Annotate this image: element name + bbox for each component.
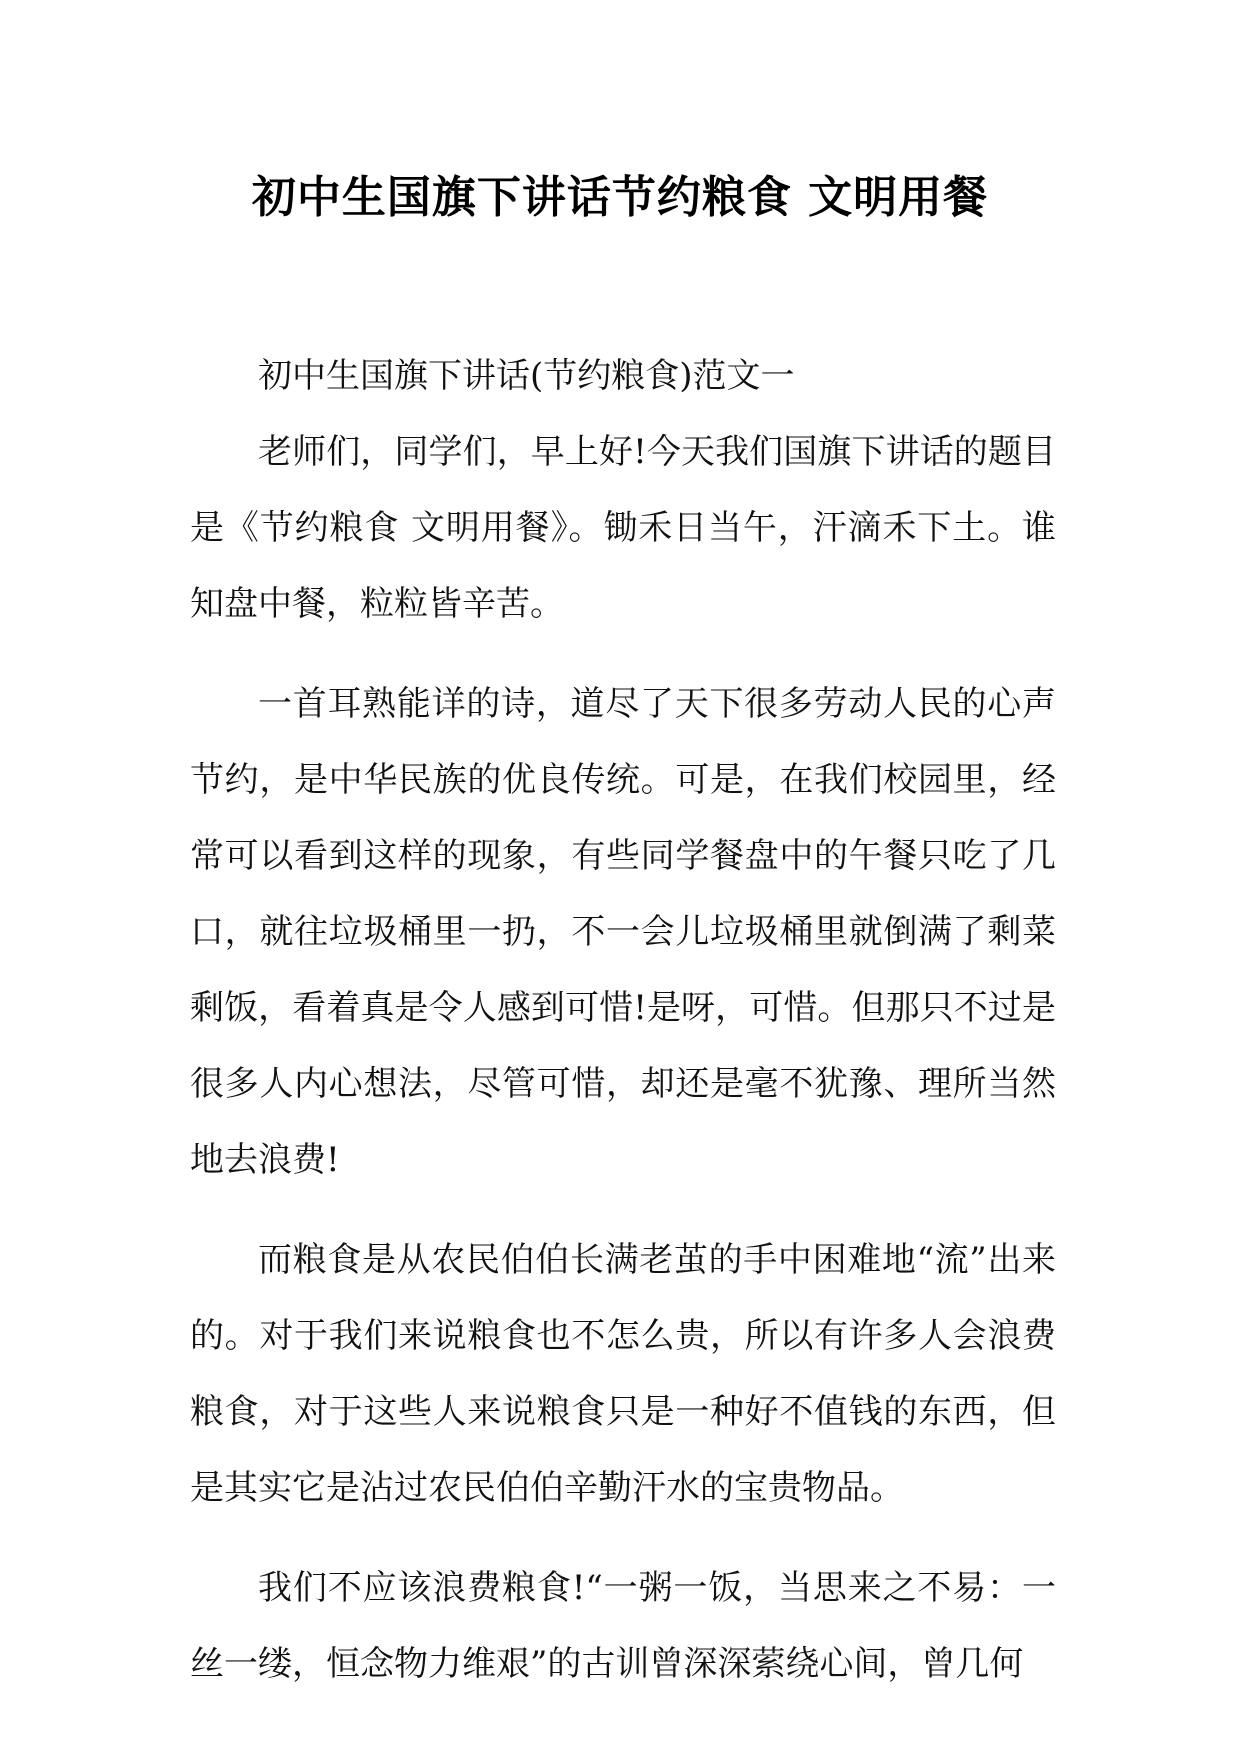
- paragraph-farmers: 而粮食是从农民伯伯长满老茧的手中困难地“流”出来的。对于我们来说粮食也不怎么贵，所以有许多人会浪费粮食，对于这些人来说粮食只是一种好不值钱的东西，但是其实它是沾过农民伯伯辛勤汗水的宝贵物品。: [190, 1240, 1056, 1508]
- document-body: [190, 338, 1056, 1726]
- paragraph-poem-reflection: 一首耳熟能详的诗，道尽了天下很多劳动人民的心声节约，是中华民族的优良传统。可是，在我们校园里，经常可以看到这样的现象，有些同学餐盘中的午餐只吃了几口，就往垃圾桶里一扔，不一会儿垃圾桶里就倒满了剩菜剩饭，看着真是令人感到可惜!是呀，可惜。但那只不过是很多人内心想法，尽管可惜，却还是毫不犹豫、理所当然地去浪费!: [190, 684, 1056, 1180]
- paragraph-greeting: 老师们，同学们，早上好!今天我们国旗下讲话的题目是《节约粮食 文明用餐》。锄禾日当午，汗滴禾下土。谁知盘中餐，粒粒皆辛苦。: [190, 432, 1056, 624]
- paragraph-do-not-waste: 我们不应该浪费粮食!“一粥一饭，当思来之不易：一丝一缕，恒念物力维艰”的古训曾深深萦绕心间，曾几何: [190, 1568, 1056, 1684]
- document-title: 初中生国旗下讲话节约粮食 文明用餐: [251, 172, 989, 223]
- section-heading: 初中生国旗下讲话(节约粮食)范文一: [258, 356, 795, 396]
